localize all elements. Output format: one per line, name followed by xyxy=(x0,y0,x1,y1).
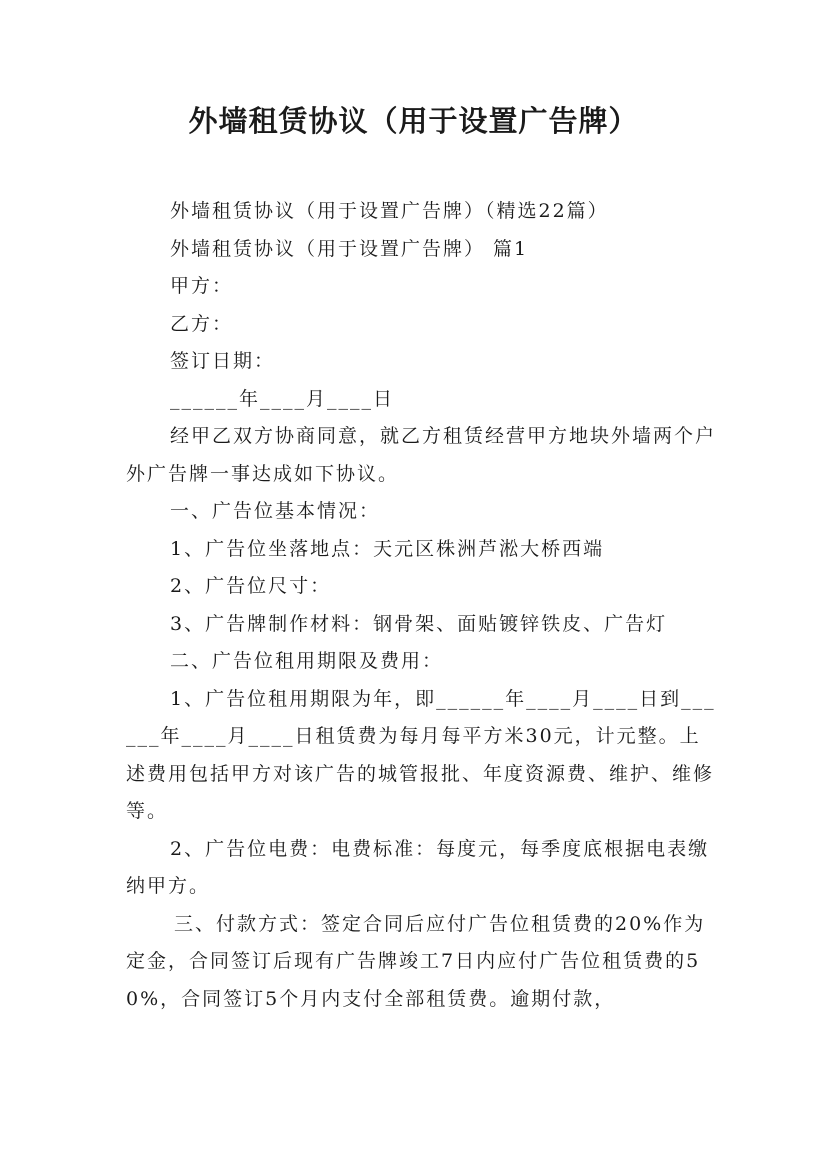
paragraph-clause-2-heading: 二、广告位租用期限及费用： xyxy=(170,650,444,672)
paragraph-clause-1-1: 1、广告位坐落地点：天元区株洲芦淞大桥西端 xyxy=(170,537,605,560)
paragraph-clause-2-1: 1、广告位租用期限为年，即______年____月____日到______年____月____日租赁费为每月每平方米30元，计元整。上述费用包括甲方对该广告的城管报批、年度资源费、维护、维修等。 xyxy=(126,687,716,822)
paragraph-clause-3: 三、付款方式：签定合同后应付广告位租赁费的20%作为定金，合同签订后现有广告牌竣工7日内应付广告位租赁费的50%，合同签订5个月内支付全部租赁费。逾期付款， xyxy=(126,912,706,1010)
paragraph-intro: 经甲乙双方协商同意，就乙方租赁经营甲方地块外墙两个户外广告牌一事达成如下协议。 xyxy=(126,425,717,485)
paragraph-clause-1-3: 3、广告牌制作材料：钢骨架、面贴镀锌铁皮、广告灯 xyxy=(170,612,668,635)
paragraph-sign-date-label: 签订日期： xyxy=(170,350,276,372)
paragraph-subtitle: 外墙租赁协议（用于设置广告牌）（精选22篇） xyxy=(170,200,609,222)
paragraph-clause-1-heading: 一、广告位基本情况： xyxy=(170,500,381,522)
paragraph-party-a: 甲方： xyxy=(170,275,234,297)
paragraph-clause-1-2: 2、广告位尺寸： xyxy=(170,575,332,597)
paragraph-section-heading: 外墙租赁协议（用于设置广告牌） 篇1 xyxy=(170,237,529,260)
paragraph-party-b: 乙方： xyxy=(170,312,234,335)
paragraph-sign-date-blank: ______年____月____日 xyxy=(170,387,395,410)
document-body xyxy=(126,193,716,1018)
paragraph-clause-2-2: 2、广告位电费：电费标准：每度元，每季度底根据电表缴纳甲方。 xyxy=(126,837,710,897)
document-title: 外墙租赁协议（用于设置广告牌） xyxy=(188,104,639,138)
